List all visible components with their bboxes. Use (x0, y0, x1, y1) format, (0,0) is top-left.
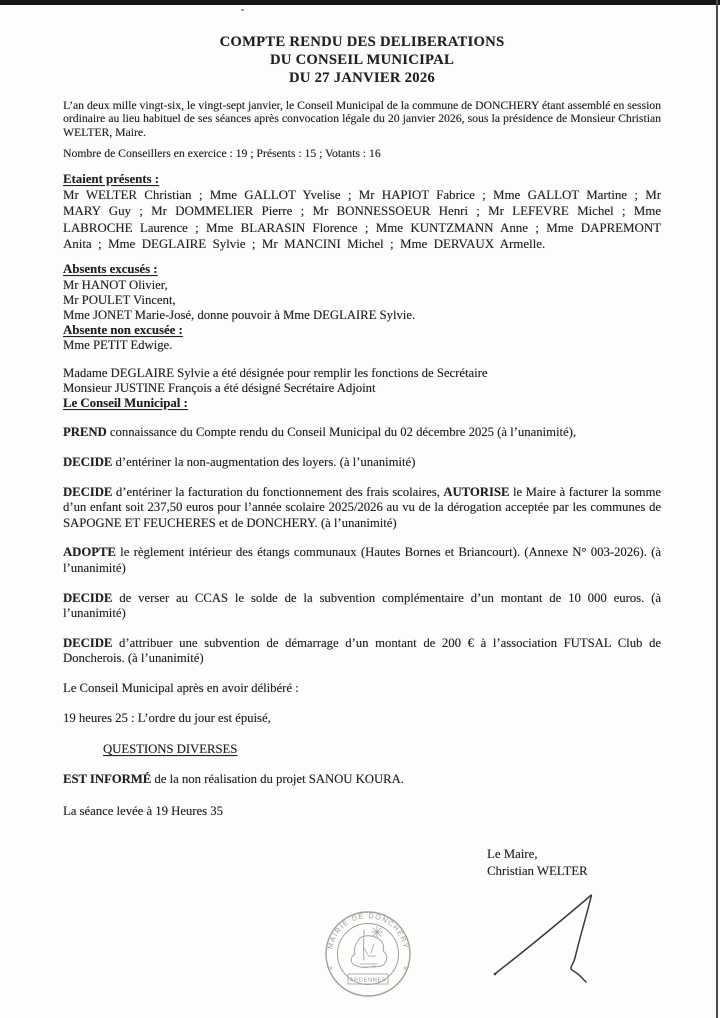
scan-speck-artifact (241, 9, 244, 11)
absent-excused-heading: Absents excusés : (63, 262, 158, 277)
deliberation-frais-scolaires: DECIDE d’entériner la facturation du fonctionnement des frais scolaires, AUTORISE le Maire à facturer la somme d’un enfant soit 237,50 euros pour l’année scolaire 2025/2026 au vu de la dérogation acceptée par les communes de SAPOGNE ET FEUCHERES et de DONCHERY. (à l’unanimité) (63, 484, 662, 530)
stamp-banner-text: ARDENNES (349, 977, 387, 984)
scan-edge-right-artifact (716, 0, 718, 1018)
after-deliberation-line: Le Conseil Municipal après en avoir délibéré : (63, 680, 299, 695)
present-heading: Etaient présents : (63, 171, 159, 186)
deliberation-verb: ADOPTE (63, 545, 116, 560)
stamp-star-right: ✳ (402, 966, 408, 972)
absent-not-excused-line: Mme PETIT Edwige. (63, 338, 173, 353)
deliberation-reglement-etangs: ADOPTE le règlement intérieur des étangs communaux (Hautes Bornes et Briancourt). (Annexe N° 003-2026). (à l’unanimité) (63, 545, 661, 575)
deliberation-verb: AUTORISE (443, 484, 510, 499)
deliberation-verb: DECIDE (63, 484, 113, 499)
signature-block (487, 846, 588, 879)
deliberation-loyers: DECIDE d’entériner la non-augmentation des loyers. (à l’unanimité) (63, 455, 416, 470)
council-heading: Le Conseil Municipal : (63, 396, 188, 411)
title-line-2: DU CONSEIL MUNICIPAL (269, 52, 455, 68)
deliberation-ccas: DECIDE de verser au CCAS le solde de la subvention complémentaire d’un montant de 10 000 euros. (à l’unanimité) (63, 590, 661, 621)
secretary-adjoint-line: Monsieur JUSTINE François a été désigné Secrétaire Adjoint (63, 381, 376, 396)
scan-edge-top-artifact (0, 0, 720, 5)
document-title (63, 33, 661, 87)
absent-not-excused-heading: Absente non excusée : (63, 322, 183, 337)
mayor-signature (460, 876, 610, 991)
informed-line: EST INFORMÉ de la non réalisation du projet SANOU KOURA. (63, 771, 404, 786)
title-line-1: COMPTE RENDU DES DELIBERATIONS (219, 34, 505, 50)
deliberation-verb: DECIDE (63, 455, 113, 470)
stamp-coat-of-arms (351, 927, 387, 968)
deliberation-futsal: DECIDE d’attribuer une subvention de démarrage d’un montant de 200 € à l’association FUTSAL Club de Doncherois. (à l’unanimité) (63, 635, 661, 666)
councillors-counts-line: Nombre de Conseillers en exercice : 19 ; Présents : 15 ; Votants : 16 (63, 147, 381, 161)
informed-verb: EST INFORMÉ (63, 771, 152, 786)
absent-excused-line: Mr HANOT Olivier, (63, 277, 168, 292)
deliberation-verb: PREND (63, 425, 107, 440)
deliberation-verb: DECIDE (63, 635, 113, 650)
session-intro-paragraph: L’an deux mille vingt-six, le vingt-sept janvier, le Conseil Municipal de la commune de DONCHERY étant assemblé en session ordinaire au lieu habituel de ses séances après convocation légale du 20 janvier 2026, sous la présidence de Monsieur Christian WELTER, Maire. (63, 99, 661, 139)
stamp-arc-text: MAIRIE DE DONCHERY (325, 911, 411, 950)
mairie-stamp-seal (320, 906, 416, 1002)
signer-role: Le Maire, (487, 847, 538, 861)
title-line-3: DU 27 JANVIER 2026 (288, 70, 436, 86)
absent-excused-line: Mr POULET Vincent, (63, 292, 176, 307)
deliberation-verb: DECIDE (63, 590, 113, 605)
stamp-star-left: ✳ (328, 966, 334, 972)
deliberation-prend: PREND connaissance du Compte rendu du Conseil Municipal du 02 décembre 2025 (à l’unanimité), (63, 425, 577, 440)
agenda-exhausted-line: 19 heures 25 : L’ordre du jour est épuisé, (63, 710, 271, 725)
questions-diverses-heading: QUESTIONS DIVERSES (103, 742, 238, 757)
svg-text:MAIRIE DE DONCHERY (325, 911, 410, 950)
present-names-paragraph: Mr WELTER Christian ; Mme GALLOT Yvelise ; Mr HAPIOT Fabrice ; Mme GALLOT Martine ; Mr MARY Guy ; Mr DOMMELIER Pierre ; Mr BONNESSOEUR Henri ; Mr LEFEVRE Michel ; Mme LABROCHE Laurence ; Mme BLARASIN Florence ; Mme KUNTZMANN Anne ; Mme DAPREMONT Anita ; Mme DEGLAIRE Sylvie ; Mr MANCINI Michel ; Mme DERVAUX Armelle. (63, 188, 661, 251)
signer-name: Christian WELTER (487, 863, 588, 878)
secretary-line: Madame DEGLAIRE Sylvie a été désignée pour remplir les fonctions de Secrétaire (63, 366, 488, 381)
absent-excused-line: Mme JONET Marie-José, donne pouvoir à Mme DEGLAIRE Sylvie. (63, 307, 416, 322)
closing-line: La séance levée à 19 Heures 35 (63, 804, 223, 819)
